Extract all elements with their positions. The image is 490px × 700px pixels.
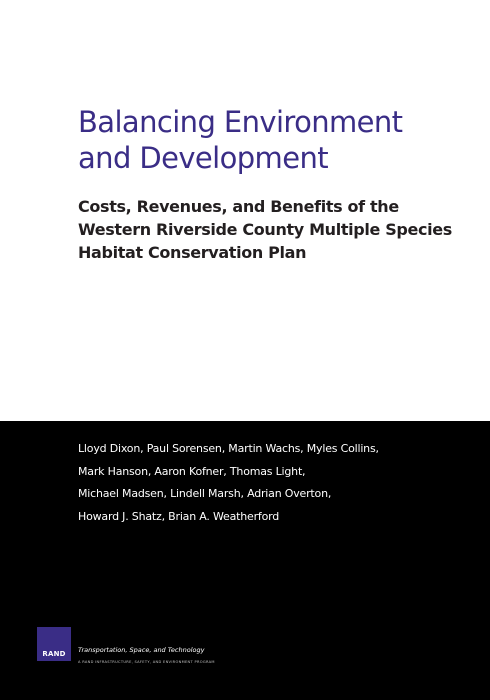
rand-logo	[37, 627, 71, 661]
subtitle-line-3: Habitat Conservation Plan	[78, 243, 307, 262]
author-line-3: Michael Madsen, Lindell Marsh, Adrian Overton,	[78, 487, 332, 500]
author-line-2: Mark Hanson, Aaron Kofner, Thomas Light,	[78, 464, 306, 478]
title-line-2: and Development	[78, 141, 329, 175]
subtitle-line-2: Western Riverside County Multiple Species	[78, 220, 452, 239]
program-subtitle: A RAND INFRASTRUCTURE, SAFETY, AND ENVIRONMENT PROGRAM	[78, 660, 215, 664]
title-line-1: Balancing Environment	[78, 105, 403, 139]
cover-subtitle	[78, 195, 478, 264]
cover-title	[78, 104, 478, 176]
subtitle-line-1: Costs, Revenues, and Benefits of the	[78, 197, 399, 216]
rand-logo-text: RAND	[42, 650, 66, 658]
author-line-4: Howard J. Shatz, Brian A. Weatherford	[78, 509, 280, 523]
program-name: Transportation, Space, and Technology	[78, 646, 205, 654]
author-list	[78, 438, 478, 528]
author-line-1: Lloyd Dixon, Paul Sorensen, Martin Wachs, Myles Collins,	[78, 442, 379, 455]
